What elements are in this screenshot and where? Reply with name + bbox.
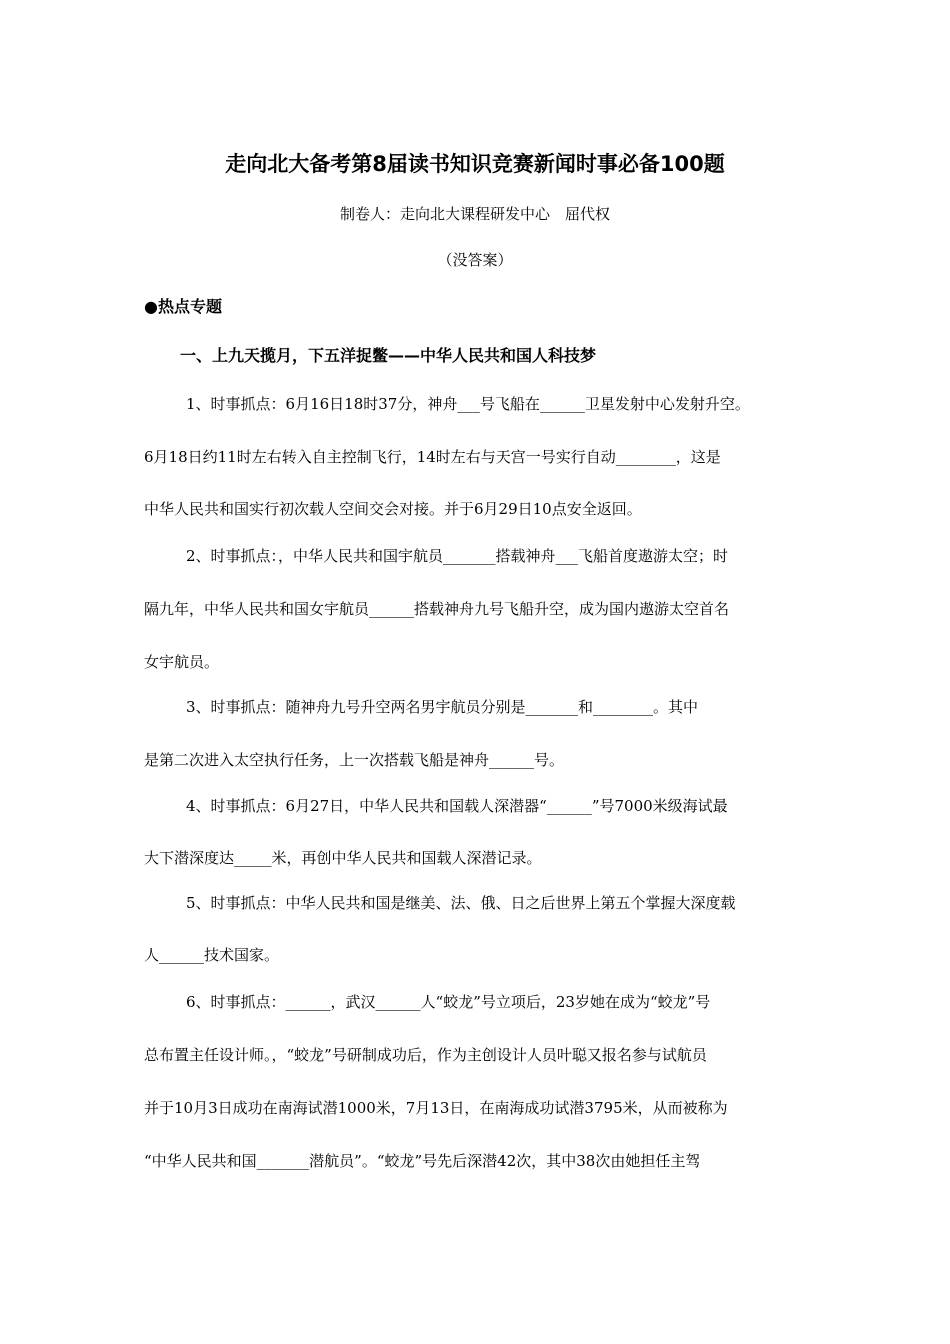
body-line: 5、时事抓点：中华人民共和国是继美、法、俄、日之后世界上第五个掌握大深度载	[186, 894, 736, 912]
subsection-heading: 一、上九天揽月，下五洋捉鳖——中华人民共和国人科技梦	[180, 346, 597, 365]
document-title: 走向北大备考第8届读书知识竞赛新闻时事必备100题	[225, 152, 725, 176]
body-line: 中华人民共和国实行初次载人空间交会对接。并于6月29日10点安全返回。	[144, 500, 642, 518]
body-line: 6、时事抓点：______，武汉______人“蛟龙”号立项后，23岁她在成为“蛟龙”号	[186, 993, 711, 1011]
body-line: 2、时事抓点：，中华人民共和国宇航员_______搭载神舟___飞船首度遨游太空；时	[186, 547, 729, 565]
body-line: 是第二次进入太空执行任务，上一次搭载飞船是神舟______号。	[144, 751, 565, 769]
section-heading: ●热点专题	[144, 297, 222, 316]
answer-note: （没答案）	[437, 251, 513, 269]
body-line: 人______技术国家。	[144, 946, 280, 964]
body-line: 并于10月3日成功在南海试潜1000米，7月13日，在南海成功试潜3795米，从而被称为	[144, 1099, 728, 1117]
body-line: 大下潜深度达_____米，再创中华人民共和国载人深潜记录。	[144, 849, 542, 867]
body-line: 1、时事抓点：6月16日18时37分，神舟___号飞船在______卫星发射中心发射升空。	[186, 395, 750, 413]
body-line: 隔九年，中华人民共和国女宇航员______搭载神舟九号飞船升空，成为国内遨游太空首名	[144, 600, 730, 618]
body-line: 6月18日约11时左右转入自主控制飞行，14时左右与天宫一号实行自动________，这是	[144, 448, 721, 466]
body-line: 4、时事抓点：6月27日，中华人民共和国载人深潜器“______”号7000米级海试最	[186, 797, 728, 815]
body-line: 3、时事抓点：随神舟九号升空两名男宇航员分别是_______和________。其中	[186, 698, 699, 716]
body-line: 女宇航员。	[144, 653, 220, 671]
body-line: “中华人民共和国_______潜航员”。“蛟龙”号先后深潜42次，其中38次由她担任主驾	[144, 1152, 701, 1170]
author-line: 制卷人：走向北大课程研发中心 屈代权	[339, 205, 610, 223]
body-line: 总布置主任设计师。，“蛟龙”号研制成功后，作为主创设计人员叶聪又报名参与试航员	[144, 1046, 707, 1064]
